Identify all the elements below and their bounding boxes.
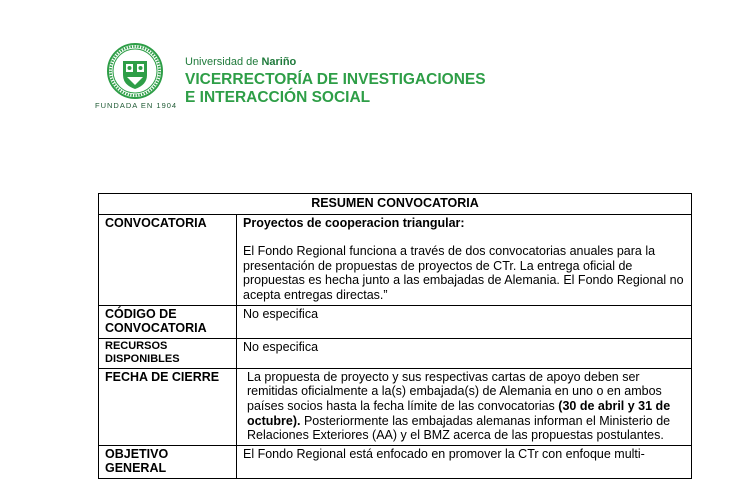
cierre-text-b: Posteriormente las embajadas alemanas informan el Ministerio de Relaciones Exteriores (AA) y el BMZ acerca de las propuestas postulantes. xyxy=(247,413,671,443)
document-header xyxy=(95,43,515,113)
row-value-objetivo: El Fondo Regional está enfocado en promover la CTr con enfoque multi- xyxy=(237,445,692,478)
founded-caption: FUNDADA EN 1904 xyxy=(95,101,178,110)
row-label-convocatoria: CONVOCATORIA xyxy=(99,214,237,305)
convocatoria-lead: Proyectos de cooperacion triangular: xyxy=(243,215,465,230)
row-value-cierre xyxy=(237,368,692,445)
row-label-objetivo: OBJETIVO GENERAL xyxy=(99,445,237,478)
table-title-row xyxy=(99,194,692,215)
row-value-recursos: No especifica xyxy=(237,338,692,368)
cierre-deadline-dates: (30 de abril y 31 de octubre). xyxy=(247,398,671,428)
summary-table xyxy=(98,193,692,479)
table-row-recursos xyxy=(99,338,692,368)
row-value-codigo: No especifica xyxy=(237,305,692,338)
university-seal-icon xyxy=(107,43,163,99)
table-row-objetivo xyxy=(99,445,692,478)
office-title-line2: E INTERACCIÓN SOCIAL xyxy=(185,89,371,106)
row-value-convocatoria xyxy=(237,214,692,305)
row-label-cierre: FECHA DE CIERRE xyxy=(99,368,237,445)
convocatoria-description: El Fondo Regional funciona a través de dos convocatorias anuales para la presentación de propuestas de proyectos de CTr. La entrega oficial de propuestas es hecha junto a las embajadas de Alemania. El Fondo Regional no acepta entregas directas.” xyxy=(243,244,684,302)
table-row-codigo xyxy=(99,305,692,338)
university-prefix: Universidad de xyxy=(185,56,262,68)
office-title-line1: VICERRECTORÍA DE INVESTIGACIONES xyxy=(185,71,486,88)
table-row-cierre xyxy=(99,368,692,445)
table-title: RESUMEN CONVOCATORIA xyxy=(99,194,692,215)
row-label-recursos: RECURSOS DISPONIBLES xyxy=(99,338,237,368)
cierre-text-a: La propuesta de proyecto y sus respectivas cartas de apoyo deben ser remitidas oficialmente a la(s) embajada(s) de Alemania en uno o en ambos países socios hasta la fecha límite de las convocatorias xyxy=(247,369,662,413)
university-name xyxy=(185,56,296,68)
row-label-codigo: CÓDIGO DE CONVOCATORIA xyxy=(99,305,237,338)
table-row-convocatoria xyxy=(99,214,692,305)
university-name-bold: Nariño xyxy=(261,56,297,68)
